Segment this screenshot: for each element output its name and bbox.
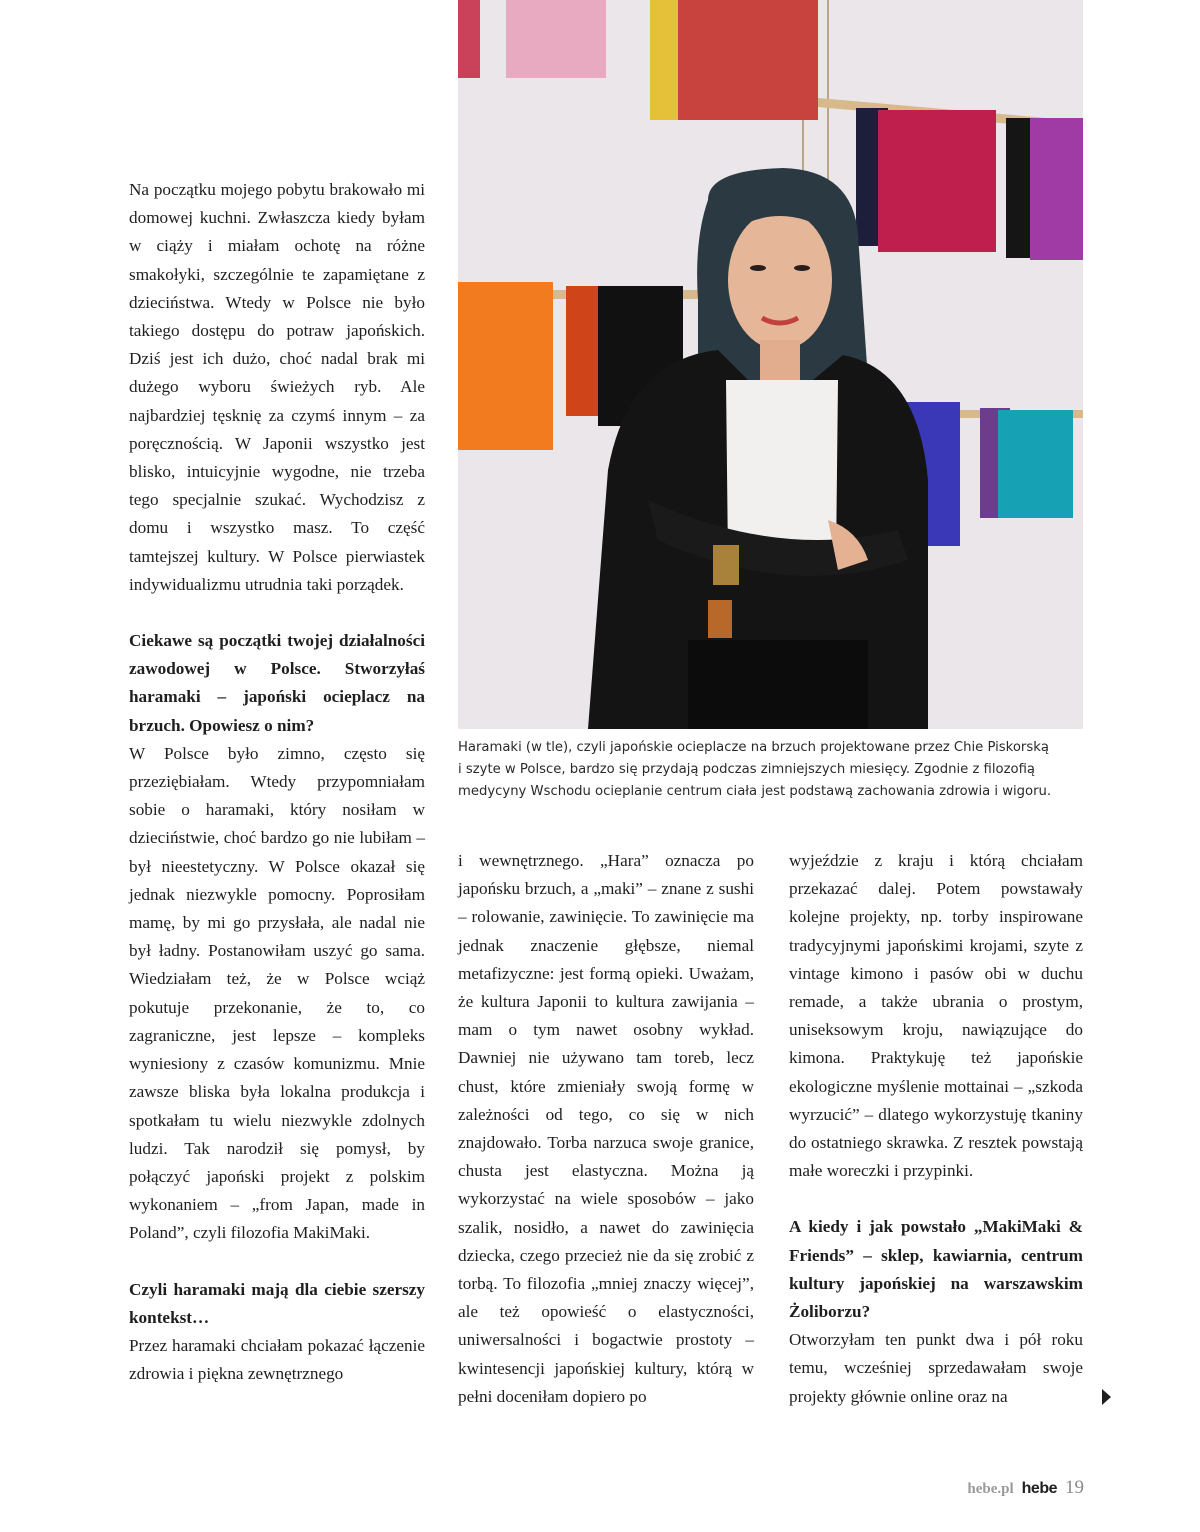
- continued-arrow-icon: [1102, 1389, 1111, 1405]
- page-footer: [967, 1477, 1084, 1499]
- magazine-logo: hebe: [1021, 1480, 1057, 1497]
- interview-answer: wyjeździe z kraju i którą chciałam przekazać dalej. Potem powstawały kolejne projekty, np. torby inspirowane tradycyjnymi japońskimi krojami, szyte z vintage kimono i pasów obi w duchu remade, a także ubrania o prostym, uniseksowym kroju, nawiązujące do kimona. Praktykuję też japońskie ekologiczne myślenie mottainai – „szkoda wyrzucić” – dlatego wykorzystuję tkaniny do ostatniego skrawka. Z resztek powstają małe woreczki i przypinki.: [789, 851, 1083, 1181]
- interview-answer: Przez haramaki chciałam pokazać łączenie zdrowia i piękna zewnętrznego: [129, 1335, 425, 1384]
- interview-question: Ciekawe są początki twojej działalności zawodowej w Polsce. Stworzyłaś haramaki – japoński ocieplacz na brzuch. Opowiesz o nim?: [129, 631, 425, 735]
- text-column-3: [789, 847, 1083, 1411]
- intro-paragraph: Na początku mojego pobytu brakowało mi domowej kuchni. Zwłaszcza kiedy byłam w ciąży i miałam ochotę na różne smakołyki, szczególnie te zapamiętane z dzieciństwa. Wtedy w Polsce nie było takiego dostępu do potraw japońskich. Dziś jest ich dużo, choć nadal brak mi dużego wyboru świeżych ryb. Ale najbardziej tęsknię za czymś innym – za poręcznością. W Japonii wszystko jest blisko, intuicyjnie wygodne, nie trzeba tego specjalnie szukać. Wychodzisz z domu i wszystko masz. To część tamtejszej kultury. W Polsce pierwiastek indywidualizmu utrudnia taki porządek.: [129, 180, 425, 594]
- caption-line: Haramaki (w tle), czyli japońskie ocieplacze na brzuch projektowane przez Chie Piskorską: [458, 740, 1049, 755]
- interview-question: A kiedy i jak powstało „MakiMaki & Friends” – sklep, kawiarnia, centrum kultury japońskiej na warszawskim Żoliborzu?: [789, 1217, 1083, 1322]
- interview-answer: Otworzyłam ten punkt dwa i pół roku temu, wcześniej sprzedawałam swoje projekty głównie online oraz na: [789, 1330, 1083, 1406]
- interview-answer: i wewnętrznego. „Hara” oznacza po japońsku brzuch, a „maki” – znane z sushi – rolowanie, zawinięcie. To zawinięcie ma jednak znaczenie głębsze, niemal metafizyczne: jest formą opieki. Uważam, że kultura Japonii to kultura zawijania – mam o tym nawet osobny wykład. Dawniej nie używano tam toreb, lecz chust, które zmieniały swoją formę w zależności od tego, co się w nich znajdowało. Torba narzuca swoje granice, chusta jest elastyczna. Można ją wykorzystać na wiele sposobów – jako szalik, nosidło, a nawet do zawinięcia dziecka, czego przecież nie da się zrobić z torbą. To filozofia „mniej znaczy więcej”, ale też opowieść o elastyczności, uniwersalności i bogactwie prostoty – kwintesencji japońskiej kultury, którą w pełni doceniłam dopiero po: [458, 851, 754, 1406]
- caption-line: i szyte w Polsce, bardzo się przydają podczas zimniejszych miesięcy. Zgodnie z filozofią: [458, 762, 1035, 777]
- interview-answer: W Polsce było zimno, często się przeziębiałam. Wtedy przypomniałam sobie o haramaki, który nosiłam w dzieciństwie, choć bardzo go nie lubiłam – był nieestetyczny. W Polsce okazał się jednak niezwykle pomocny. Poprosiłam mamę, by mi go przysłała, ale nadal nie był ładny. Postanowiłam uszyć go sama. Wiedziałam też, że w Polsce wciąż pokutuje przekonanie, że to, co zagraniczne, jest lepsze – kompleks wyniesiony z czasów komunizmu. Mnie zawsze bliska była lokalna produkcja i spotkałam tu wielu niezwykle zdolnych ludzi. Tak narodził się pomysł, by połączyć japoński projekt z polskim wykonaniem – „from Japan, made in Poland”, czyli filozofia MakiMaki.: [129, 743, 425, 1243]
- paragraph-gap: [789, 1185, 1083, 1213]
- paragraph-gap: [129, 1248, 425, 1276]
- interview-question: Czyli haramaki mają dla ciebie szerszy kontekst…: [129, 1279, 425, 1327]
- portrait-photo: [458, 0, 1083, 729]
- paragraph-gap: [129, 599, 425, 627]
- text-column-1: [129, 176, 425, 1388]
- photo-caption: [458, 737, 1083, 803]
- page-number: 19: [1065, 1477, 1084, 1498]
- caption-line: medycyny Wschodu ocieplanie centrum ciała jest podstawą zachowania zdrowia i wigoru.: [458, 784, 1052, 799]
- website-label: hebe.pl: [967, 1481, 1014, 1497]
- text-column-2: [458, 847, 754, 1411]
